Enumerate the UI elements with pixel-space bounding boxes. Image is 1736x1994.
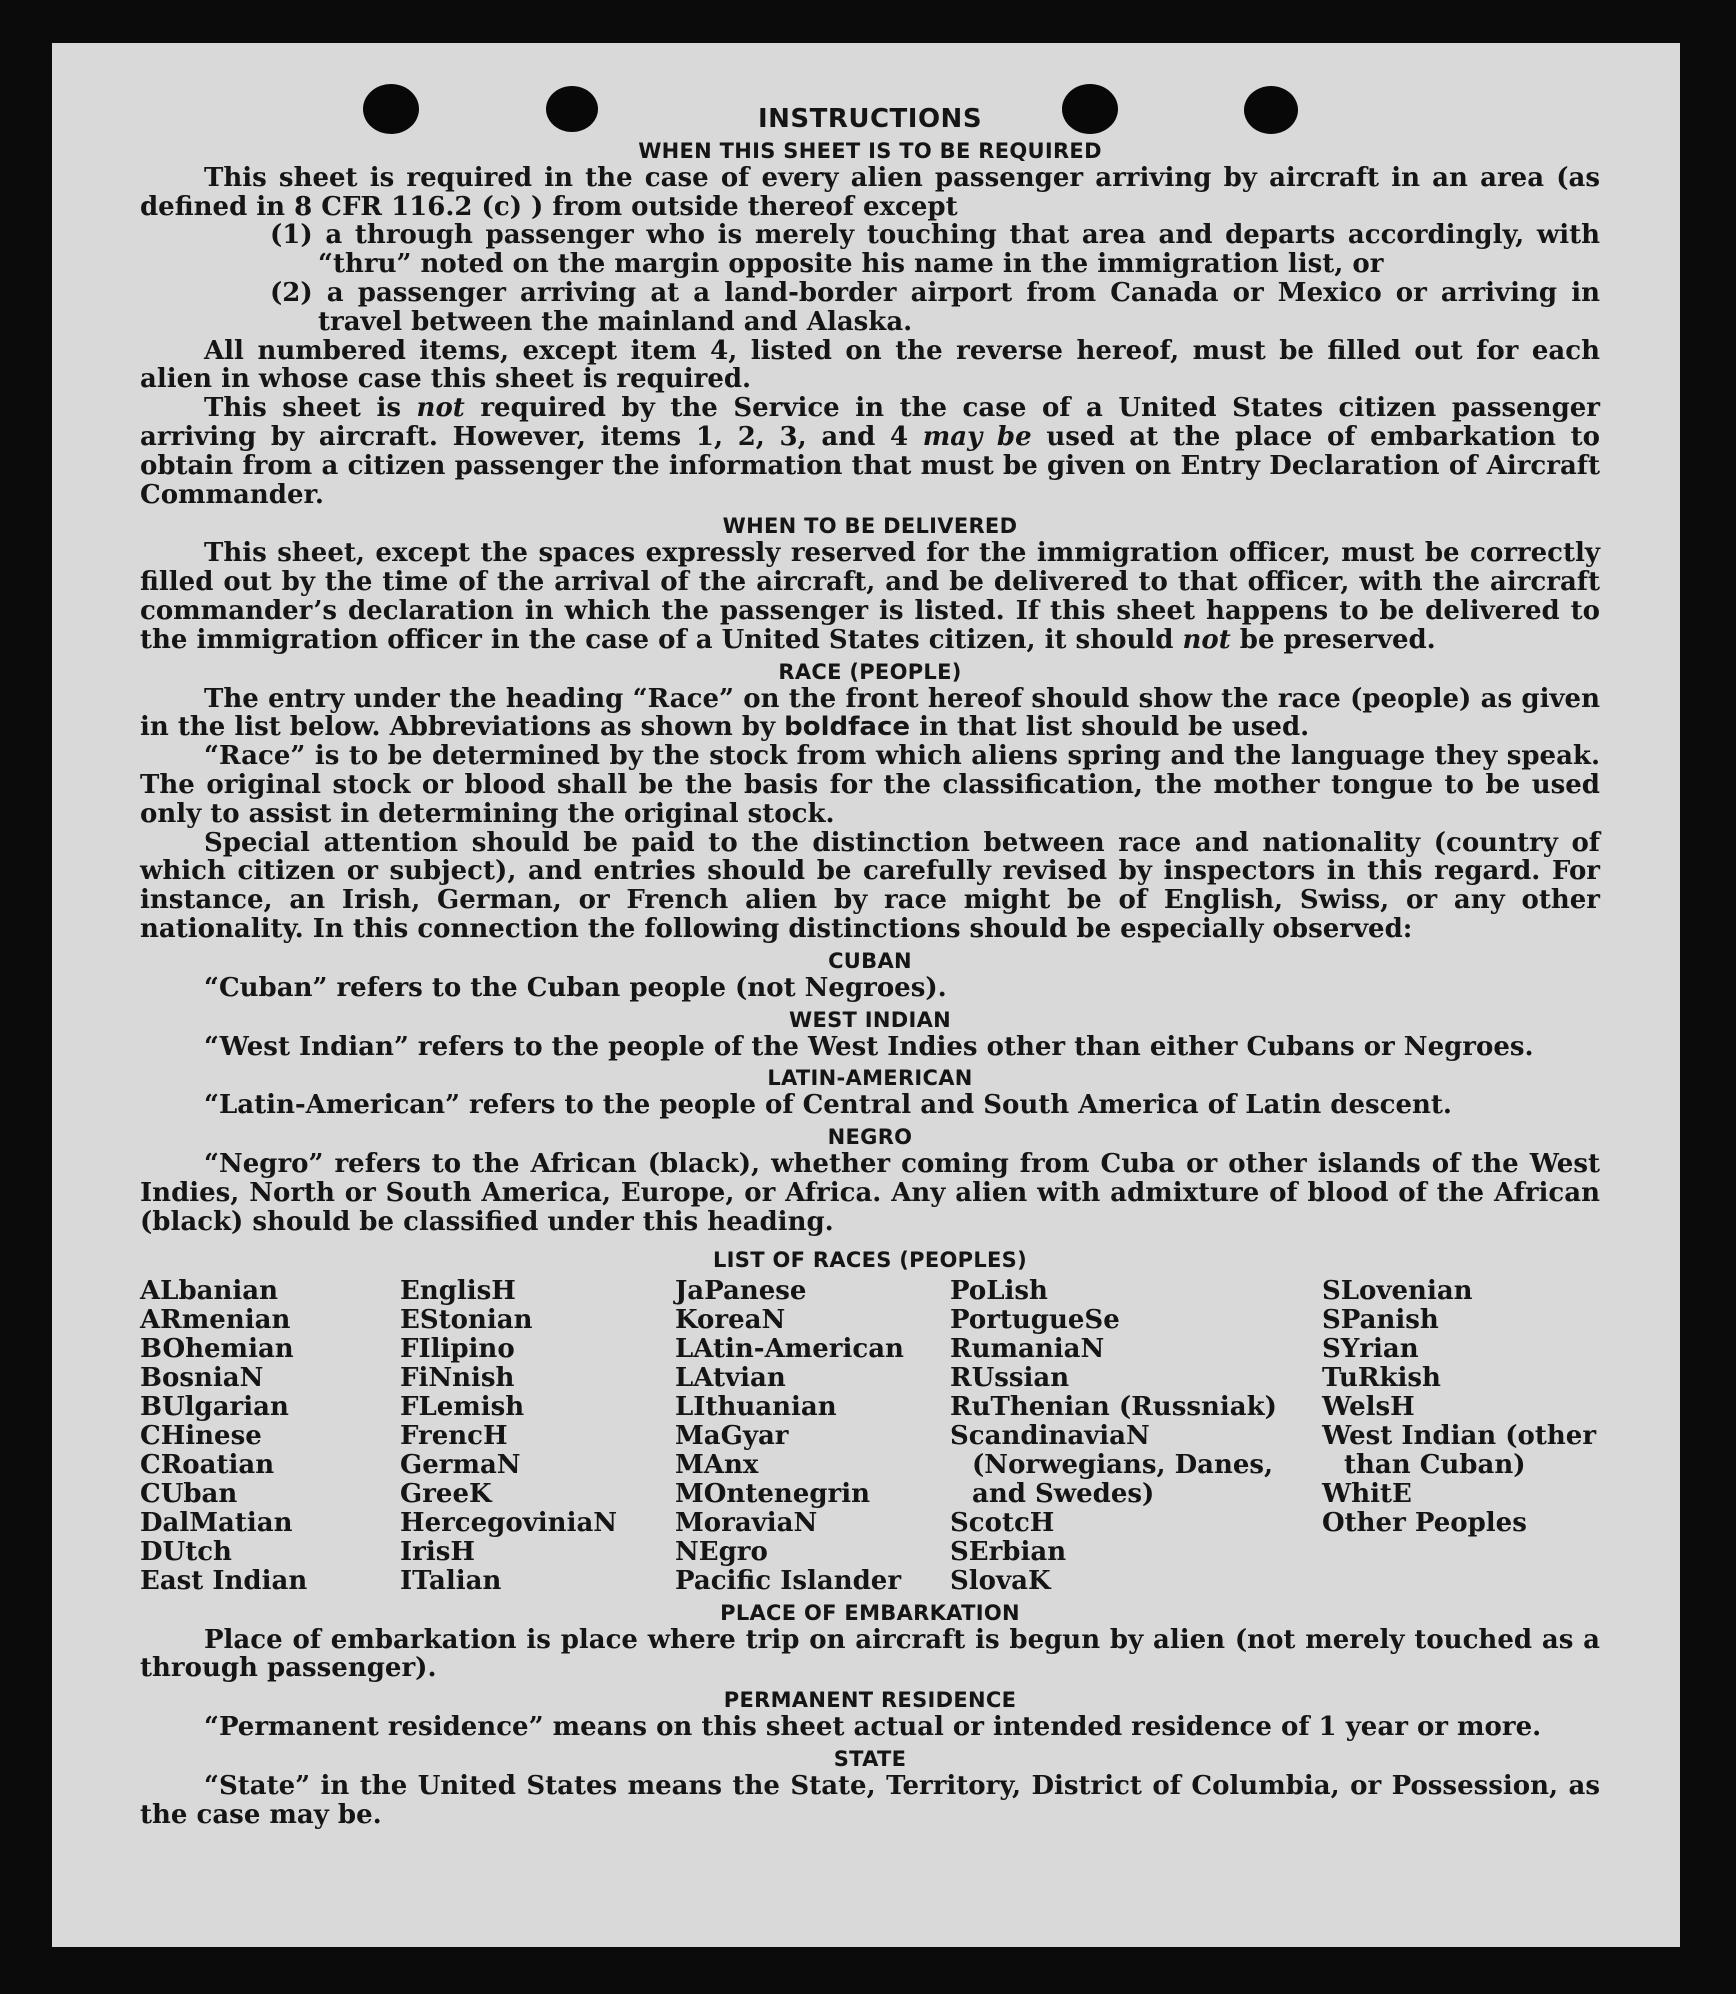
races-column [675,1277,950,1596]
paragraph: “Permanent residence” means on this sheet actual or intended residence of 1 year or more. [204,1712,1542,1743]
race-item: CRoatian [140,1449,275,1480]
race-item: FIlipino [400,1333,515,1364]
race-item: West Indian (other than Cuban) [1322,1420,1597,1480]
page-title: INSTRUCTIONS [757,104,983,134]
race-item: JaPanese [675,1275,807,1306]
paragraph: “West Indian” refers to the people of the West Indies other than either Cubans or Negroes. [204,1031,1534,1062]
paragraph: “Cuban” refers to the Cuban people (not Negroes). [204,972,947,1003]
race-item: TuRkish [1322,1362,1441,1393]
paragraph: The entry under the heading “Race” on the front hereof should show the race (people) as given in the list below. Abbreviations as shown by boldface in that list should be used. [140,683,1600,743]
races-list [140,1277,1600,1596]
race-item: DUtch [140,1536,232,1567]
heading-state: STATE [833,1746,907,1771]
paragraph: “Latin-American” refers to the people of Central and South America of Latin descent. [204,1090,1452,1121]
paragraph: “State” in the United States means the State, Territory, District of Columbia, or Possession, as the case may be. [140,1770,1600,1830]
paragraph: “Negro” refers to the African (black), whether coming from Cuba or other islands of the West Indies, North or South America, Europe, or Africa. Any alien with admixture of blood of the African (black) should be classified under this heading. [140,1149,1600,1237]
race-item: HercegoviniaN [400,1507,618,1538]
paragraph: “Race” is to be determined by the stock from which aliens spring and the language they speak. The original stock or blood shall be the basis for the classification, the mother tongue to be used only to assist in determining the original stock. [140,741,1600,829]
race-item: ScandinaviaN (Norwegians, Danes, and Swedes) [950,1420,1274,1509]
race-item: KoreaN [675,1304,786,1335]
heading-permanent-residence: PERMANENT RESIDENCE [723,1688,1017,1713]
heading-race: RACE (PEOPLE) [778,659,962,684]
race-item: SErbian [950,1536,1067,1567]
race-item: CHinese [140,1420,262,1451]
race-item: MoraviaN [675,1507,818,1538]
race-item: BosniaN [140,1362,264,1393]
race-item: BUlgarian [140,1391,289,1422]
race-item: Pacific Islander [675,1565,902,1596]
paragraph: This sheet is not required by the Service in the case of a United States citizen passenger arriving by aircraft. However, items 1, 2, 3, and 4 may be used at the place of embarkation to obtain from a citizen passenger the information that must be given on Entry Declaration of Aircraft Commander. [140,393,1601,510]
race-item: SPanish [1322,1304,1439,1335]
race-item: LAtin-American [675,1333,904,1364]
races-column [950,1277,1322,1596]
race-item: NEgro [675,1536,768,1567]
heading-when-required: WHEN THIS SHEET IS TO BE REQUIRED [638,138,1102,163]
heading-latin-american: LATIN-AMERICAN [767,1066,973,1091]
races-column [140,1277,400,1596]
instructions-body [140,105,1600,1829]
race-item: SYrian [1322,1333,1419,1364]
race-item: MAnx [675,1449,759,1480]
race-item: PortugueSe [950,1304,1120,1335]
list-item: (2) a passenger arriving at a land-border airport from Canada or Mexico or arriving in travel between the mainland and Alaska. [270,277,1600,337]
paragraph: All numbered items, except item 4, listed on the reverse hereof, must be filled out for each alien in whose case this sheet is required. [140,335,1600,395]
heading-west-indian: WEST INDIAN [788,1007,952,1032]
paragraph: Special attention should be paid to the distinction between race and nationality (country of which citizen or subject), and entries should be carefully revised by inspectors in this regard. For instance, an Irish, German, or French alien by race might be of English, Swiss, or any other nationality. In this connection the following distinctions should be especially observed: [140,827,1600,944]
race-item: ARmenian [140,1304,291,1335]
race-item: RUssian [950,1362,1070,1393]
race-item: ALbanian [140,1275,279,1306]
races-column [1322,1277,1600,1596]
race-item: CUban [140,1478,238,1509]
race-item: MaGyar [675,1420,789,1451]
race-item: DalMatian [140,1507,293,1538]
race-item: GreeK [400,1478,492,1509]
race-item: Other Peoples [1322,1507,1527,1538]
race-item: IrisH [400,1536,475,1567]
race-item: PoLish [950,1275,1048,1306]
race-item: RuThenian (Russniak) [950,1391,1277,1422]
paragraph: This sheet is required in the case of every alien passenger arriving by aircraft in an area (as defined in 8 CFR 116.2 (c) ) from outside thereof except [140,162,1600,222]
race-item: FiNnish [400,1362,515,1393]
race-item: RumaniaN [950,1333,1105,1364]
heading-list-of-races: LIST OF RACES (PEOPLES) [712,1247,1027,1272]
race-item: LAtvian [675,1362,786,1393]
race-item: LIthuanian [675,1391,837,1422]
race-item: EnglisH [400,1275,516,1306]
race-item: FLemish [400,1391,525,1422]
race-item: SlovaK [950,1565,1051,1596]
race-item: East Indian [140,1565,308,1596]
race-item: EStonian [400,1304,533,1335]
paragraph: This sheet, except the spaces expressly reserved for the immigration officer, must be correctly filled out by the time of the arrival of the aircraft, and be delivered to that officer, with the aircraft commander’s declaration in which the passenger is listed. If this sheet happens to be delivered to the immigration officer in the case of a United States citizen, it should not be preserved. [140,538,1600,655]
race-item: WhitE [1322,1478,1412,1509]
document-sheet [52,43,1680,1947]
list-item: (1) a through passenger who is merely touching that area and departs accordingly, with “thru” noted on the margin opposite his name in the immigration list, or [270,220,1600,280]
paragraph: Place of embarkation is place where trip on aircraft is begun by alien (not merely touched as a through passenger). [140,1624,1600,1684]
heading-negro: NEGRO [827,1125,913,1150]
race-item: GermaN [400,1449,521,1480]
heading-when-delivered: WHEN TO BE DELIVERED [722,514,1018,539]
race-item: MOntenegrin [675,1478,870,1509]
races-column [400,1277,675,1596]
race-item: ScotcH [950,1507,1055,1538]
race-item: SLovenian [1322,1275,1473,1306]
heading-embarkation: PLACE OF EMBARKATION [720,1600,1020,1625]
race-item: FrencH [400,1420,508,1451]
race-item: ITalian [400,1565,502,1596]
heading-cuban: CUBAN [828,948,912,973]
race-item: WelsH [1322,1391,1415,1422]
race-item: BOhemian [140,1333,294,1364]
